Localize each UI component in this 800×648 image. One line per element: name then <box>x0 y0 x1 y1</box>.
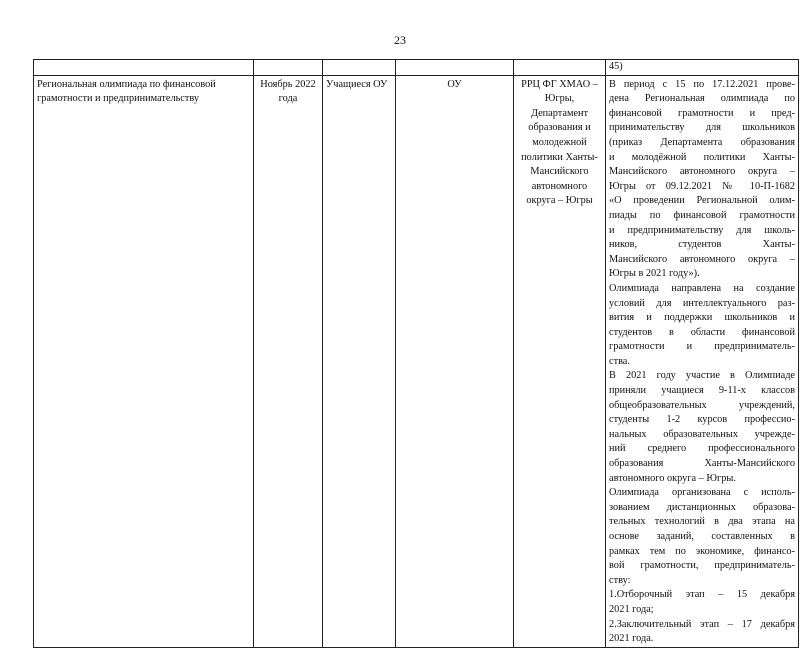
description-line: студентов в области финансовой <box>609 326 795 338</box>
description-line: Олимпиада организована с исполь- <box>609 487 795 499</box>
description-line: ний среднего профессионального <box>609 443 795 455</box>
description-line: дена Региональная олимпиада по <box>609 93 795 105</box>
description-line: Югры в 2021 году»). <box>609 268 700 280</box>
description-line: грамотности и предприниматель- <box>609 341 795 353</box>
description-line: (приказ Департамента образования <box>609 136 795 148</box>
description-line: Югры от 09.12.2021 № 10-П-1682 <box>609 180 795 192</box>
description-line: общеобразовательных учреждений, <box>609 399 795 411</box>
table-row <box>34 60 799 76</box>
description-line: В 2021 году участие в Олимпиаде <box>609 370 795 382</box>
events-table <box>33 59 799 648</box>
description <box>606 75 799 647</box>
description-line: ников, студентов Ханты- <box>609 239 795 251</box>
description-line: студенты 1-2 курсов профессио- <box>609 414 795 426</box>
description-paragraph <box>609 618 795 647</box>
description-line: условий для интеллектуального раз- <box>609 297 795 309</box>
description-line: и предпринимательству для школь- <box>609 224 795 236</box>
description-line: Мансийского автономного округа – <box>609 253 795 265</box>
description-line: вития и поддержки школьников и <box>609 312 795 324</box>
description-line: тельных технологий в два этапа на <box>609 516 795 528</box>
description-line: рамках тем по экономике, финансо- <box>609 545 795 557</box>
description-line: вой грамотности, предприниматель- <box>609 560 795 572</box>
description-line: основе заданий, составленных в <box>609 531 795 542</box>
description-line: 2021 года; <box>609 603 654 615</box>
event-date: Ноябрь 2022 года <box>254 75 323 647</box>
description-line: 1.Отборочный этап – 15 декабря <box>609 589 795 601</box>
description-line: ства. <box>609 355 630 367</box>
page-number: 23 <box>394 33 406 47</box>
description-paragraph <box>609 282 795 370</box>
description-line: 2021 года. <box>609 633 654 645</box>
description-line: В период с 15 по 17.12.2021 прове- <box>609 78 795 90</box>
description-paragraph <box>609 486 795 588</box>
participants: Учащиеся ОУ <box>323 75 396 647</box>
table-row <box>34 75 799 647</box>
description-paragraph <box>609 78 795 282</box>
description-line: Мансийского автономного округа – <box>609 166 795 178</box>
description-line: образования Ханты-Мансийского <box>609 458 795 470</box>
description-line: ству: <box>609 574 631 586</box>
description-line: приняли учащиеся 9-11-х классов <box>609 385 795 397</box>
event-name: Региональная олимпиада по финансовой грамотности и предпринимательству <box>34 75 254 647</box>
description-line: принимательству для школьников <box>609 122 795 134</box>
description-line: «О проведении Региональной олим- <box>609 195 795 207</box>
description-line: нальных образовательных учрежде- <box>609 428 795 440</box>
description-line: автономного округа – Югры. <box>609 472 736 484</box>
organizer: РРЦ ФГ ХМАО – Югры, Департамент образования и молодежной политики Ханты-Мансийского автономного округа – Югры <box>514 75 606 647</box>
description-paragraph <box>609 588 795 617</box>
description-line: и молодёжной политики Ханты- <box>609 151 795 163</box>
description-tail: 45) <box>606 60 799 76</box>
level: ОУ <box>396 75 514 647</box>
description-paragraph <box>609 369 795 486</box>
description-line: Олимпиада направлена на создание <box>609 282 795 294</box>
description-line: 2.Заключительный этап – 17 декабря <box>609 618 795 630</box>
description-line: пиады по финансовой грамотности <box>609 209 795 221</box>
description-line: финансовой грамотности и пред- <box>609 107 795 119</box>
description-line: зованием дистанционных образова- <box>609 501 795 513</box>
